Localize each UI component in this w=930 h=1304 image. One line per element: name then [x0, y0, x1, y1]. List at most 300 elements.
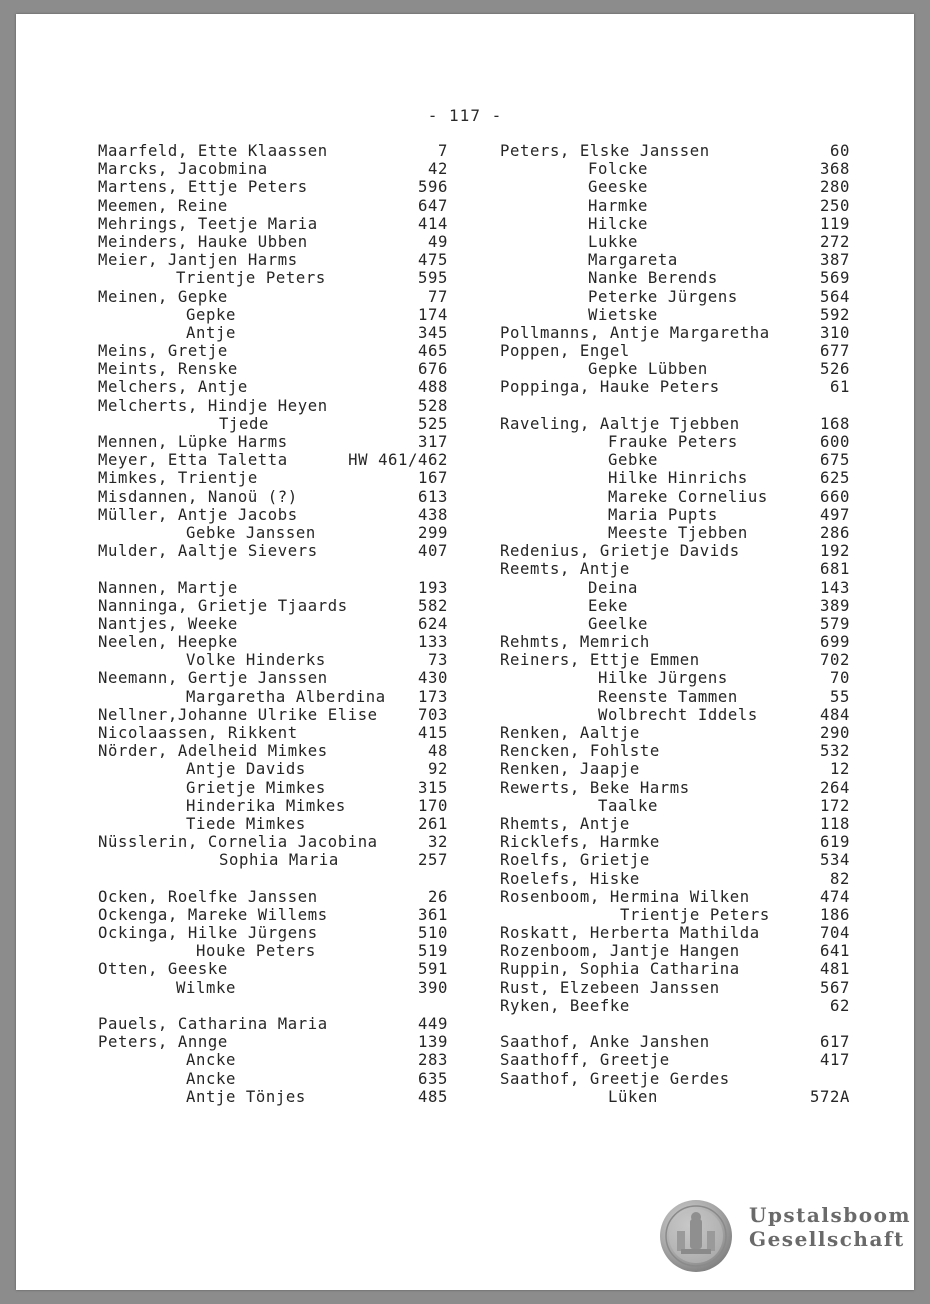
entry-page: 73	[428, 651, 448, 670]
page-number: - 117 -	[427, 106, 503, 125]
entry-page: 310	[820, 323, 850, 342]
entry-page: 485	[418, 1087, 448, 1106]
entry-name: Peterke Jürgens	[588, 287, 738, 306]
entry-page: 299	[418, 523, 448, 542]
entry-name: Gebke Janssen	[186, 523, 316, 542]
entry-page: 635	[418, 1069, 448, 1088]
entry-name: Melcherts, Hindje Heyen	[98, 396, 328, 415]
entry-page: 572A	[810, 1087, 850, 1106]
entry-page: 624	[418, 614, 448, 633]
entry-name: Redenius, Grietje Davids	[500, 542, 740, 561]
entry-page: 272	[820, 232, 850, 251]
entry-name: Mareke Cornelius	[608, 487, 768, 506]
entry-page: 534	[820, 851, 850, 870]
entry-name: Neemann, Gertje Janssen	[98, 669, 328, 688]
spacer	[98, 560, 450, 578]
index-entry	[98, 215, 450, 233]
entry-name: Deina	[588, 578, 638, 597]
entry-name: Pauels, Catharina Maria	[98, 1015, 328, 1033]
entry-page: 528	[418, 396, 448, 415]
index-entry	[500, 1088, 852, 1106]
entry-page: 390	[418, 978, 448, 997]
entry-name: Houke Peters	[196, 942, 316, 961]
entry-page: 567	[820, 978, 850, 997]
entry-page: 77	[428, 287, 448, 306]
entry-page: 290	[820, 724, 850, 742]
entry-name: Maarfeld, Ette Klaassen	[98, 142, 328, 160]
entry-page: 55	[830, 687, 850, 706]
entry-page: 414	[418, 214, 448, 233]
entry-page: 465	[418, 342, 448, 361]
entry-name: Gepke	[186, 305, 236, 324]
index-entry	[500, 706, 852, 724]
index-entry	[98, 378, 450, 396]
index-entry	[500, 542, 852, 560]
entry-name: Rencken, Fohlste	[500, 742, 660, 761]
index-entry	[500, 488, 852, 506]
index-entry	[98, 397, 450, 415]
index-entry	[500, 815, 852, 833]
index-entry	[500, 233, 852, 251]
index-entry	[500, 851, 852, 869]
entry-name: Rewerts, Beke Harms	[500, 778, 690, 797]
entry-name: Melchers, Antje	[98, 378, 248, 397]
entry-page: 617	[820, 1033, 850, 1052]
entry-page: 699	[820, 633, 850, 652]
entry-page: 361	[418, 905, 448, 924]
entry-name: Misdannen, Nanoü (?)	[98, 487, 298, 506]
entry-name: Geelke	[588, 614, 648, 633]
entry-page: 192	[820, 542, 850, 561]
entry-name: Rehmts, Memrich	[500, 633, 650, 652]
entry-page: 519	[418, 942, 448, 961]
entry-page: 82	[830, 869, 850, 888]
index-entry	[500, 833, 852, 851]
index-entry	[98, 742, 450, 760]
index-entry	[98, 669, 450, 687]
entry-name: Meins, Gretje	[98, 342, 228, 361]
entry-name: Wolbrecht Iddels	[598, 705, 758, 724]
entry-page: 704	[820, 924, 850, 943]
entry-name: Maria Pupts	[608, 505, 718, 524]
spacer	[98, 997, 450, 1015]
index-entry	[98, 1015, 450, 1033]
entry-name: Wietske	[588, 305, 658, 324]
index-entry	[500, 960, 852, 978]
entry-page: 484	[820, 705, 850, 724]
entry-page: 42	[428, 160, 448, 179]
watermark	[656, 1197, 912, 1277]
entry-page: 345	[418, 323, 448, 342]
entry-name: Tjede	[219, 414, 269, 433]
entry-name: Ocken, Roelfke Janssen	[98, 887, 318, 906]
index-entry	[98, 197, 450, 215]
entry-page: 286	[820, 523, 850, 542]
index-entry	[500, 451, 852, 469]
entry-page: 170	[418, 796, 448, 815]
entry-page: 481	[820, 960, 850, 979]
index-entry	[98, 342, 450, 360]
index-entry	[500, 669, 852, 687]
entry-page: 280	[820, 178, 850, 197]
entry-page: 592	[820, 305, 850, 324]
index-entry	[500, 651, 852, 669]
entry-name: Nellner,Johanne Ulrike Elise	[98, 705, 378, 724]
index-entry	[500, 597, 852, 615]
index-entry	[98, 1070, 450, 1088]
entry-name: Poppinga, Hauke Peters	[500, 378, 720, 397]
index-entry	[500, 288, 852, 306]
entry-page: 12	[830, 760, 850, 779]
entry-name: Margaretha Alberdina	[186, 687, 386, 706]
entry-name: Peters, Annge	[98, 1033, 228, 1052]
entry-page: 532	[820, 742, 850, 761]
entry-page: 647	[418, 196, 448, 215]
entry-page: 569	[820, 269, 850, 288]
entry-name: Nanke Berends	[588, 269, 718, 288]
index-entry	[98, 524, 450, 542]
entry-page: 168	[820, 414, 850, 433]
entry-page: 193	[418, 578, 448, 597]
entry-name: Saathof, Greetje Gerdes	[500, 1069, 730, 1088]
entry-page: 660	[820, 487, 850, 506]
entry-page: 525	[418, 414, 448, 433]
index-entry	[98, 797, 450, 815]
entry-name: Saathoff, Greetje	[500, 1051, 670, 1070]
index-entry	[500, 924, 852, 942]
entry-page: 619	[820, 833, 850, 852]
entry-page: 438	[418, 505, 448, 524]
entry-page: 430	[418, 669, 448, 688]
index-entry	[98, 851, 450, 869]
entry-page: 625	[820, 469, 850, 488]
entry-name: Gebke	[608, 451, 658, 470]
entry-page: 250	[820, 196, 850, 215]
entry-name: Harmke	[588, 196, 648, 215]
entry-name: Mulder, Aaltje Sievers	[98, 542, 318, 561]
index-entry	[500, 633, 852, 651]
index-entry	[98, 706, 450, 724]
entry-page: 596	[418, 178, 448, 197]
entry-name: Raveling, Aaltje Tjebben	[500, 414, 740, 433]
entry-name: Ancke	[186, 1051, 236, 1070]
entry-page: 26	[428, 887, 448, 906]
entry-page: 475	[418, 251, 448, 270]
entry-name: Ruppin, Sophia Catharina	[500, 960, 740, 979]
entry-name: Poppen, Engel	[500, 342, 630, 361]
index-entry	[500, 1033, 852, 1051]
entry-page: 675	[820, 451, 850, 470]
index-entry	[500, 888, 852, 906]
entry-name: Pollmanns, Antje Margaretha	[500, 323, 770, 342]
entry-name: Reenste Tammen	[598, 687, 738, 706]
entry-name: Ockenga, Mareke Willems	[98, 905, 328, 924]
index-entry	[500, 524, 852, 542]
entry-page: 417	[820, 1051, 850, 1070]
index-entry	[500, 797, 852, 815]
entry-name: Saathof, Anke Janshen	[500, 1033, 710, 1052]
index-entry	[98, 269, 450, 287]
index-entry	[98, 306, 450, 324]
seal-icon	[659, 1199, 733, 1273]
index-entry	[98, 324, 450, 342]
entry-page: 595	[418, 269, 448, 288]
index-entry	[500, 760, 852, 778]
entry-page: 526	[820, 360, 850, 379]
entry-name: Meier, Jantjen Harms	[98, 251, 298, 270]
entry-name: Müller, Antje Jacobs	[98, 505, 298, 524]
spacer	[98, 870, 450, 888]
index-entry	[98, 815, 450, 833]
entry-page: 7	[438, 142, 448, 160]
index-entry	[500, 506, 852, 524]
entry-page: 139	[418, 1033, 448, 1052]
entry-name: Volke Hinderks	[186, 651, 326, 670]
entry-name: Eeke	[588, 596, 628, 615]
index-entry	[500, 378, 852, 396]
index-entry	[98, 833, 450, 851]
entry-page: 167	[418, 469, 448, 488]
entry-name: Trientje Peters	[176, 269, 326, 288]
entry-name: Taalke	[598, 796, 658, 815]
index-entry	[98, 651, 450, 669]
index-column-left	[98, 142, 450, 1106]
entry-name: Reiners, Ettje Emmen	[500, 651, 700, 670]
entry-name: Ancke	[186, 1069, 236, 1088]
index-entry	[500, 1070, 852, 1088]
index-entry	[500, 579, 852, 597]
index-entry	[500, 342, 852, 360]
index-entry	[98, 433, 450, 451]
entry-name: Meinders, Hauke Ubben	[98, 232, 308, 251]
index-entry	[500, 142, 852, 160]
index-entry	[98, 233, 450, 251]
entry-name: Neelen, Heepke	[98, 633, 238, 652]
entry-name: Reemts, Antje	[500, 560, 630, 579]
index-entry	[500, 215, 852, 233]
index-entry	[98, 1033, 450, 1051]
entry-name: Nantjes, Weeke	[98, 614, 238, 633]
entry-name: Nicolaassen, Rikkent	[98, 724, 298, 742]
index-entry	[98, 633, 450, 651]
entry-page: 60	[830, 142, 850, 160]
entry-name: Renken, Jaapje	[500, 760, 640, 779]
entry-page: 32	[428, 833, 448, 852]
entry-name: Sophia Maria	[219, 851, 339, 870]
index-entry	[98, 469, 450, 487]
entry-page: 407	[418, 542, 448, 561]
entry-page: 119	[820, 214, 850, 233]
entry-page: 48	[428, 742, 448, 761]
index-entry	[500, 742, 852, 760]
index-entry	[98, 615, 450, 633]
index-entry	[98, 1088, 450, 1106]
entry-name: Meints, Renske	[98, 360, 238, 379]
index-entry	[500, 979, 852, 997]
index-entry	[98, 288, 450, 306]
entry-name: Roelfs, Grietje	[500, 851, 650, 870]
entry-page: 172	[820, 796, 850, 815]
entry-page: 582	[418, 596, 448, 615]
index-entry	[500, 324, 852, 342]
entry-name: Mimkes, Trientje	[98, 469, 258, 488]
entry-page: 315	[418, 778, 448, 797]
entry-name: Lukke	[588, 232, 638, 251]
index-entry	[500, 178, 852, 196]
entry-name: Rosenboom, Hermina Wilken	[500, 887, 750, 906]
entry-page: 317	[418, 433, 448, 451]
index-entry	[98, 906, 450, 924]
entry-page: 415	[418, 724, 448, 742]
entry-page: 591	[418, 960, 448, 979]
index-entry	[98, 251, 450, 269]
entry-page: 387	[820, 251, 850, 270]
index-entry	[98, 924, 450, 942]
index-entry	[500, 688, 852, 706]
entry-name: Otten, Geeske	[98, 960, 228, 979]
index-entry	[500, 469, 852, 487]
entry-name: Ockinga, Hilke Jürgens	[98, 924, 318, 943]
entry-page: 510	[418, 924, 448, 943]
entry-page: 474	[820, 887, 850, 906]
entry-name: Folcke	[588, 160, 648, 179]
entry-page: 173	[418, 687, 448, 706]
entry-name: Hilcke	[588, 214, 648, 233]
index-entry	[98, 360, 450, 378]
entry-name: Antje	[186, 323, 236, 342]
entry-page: 641	[820, 942, 850, 961]
document-page	[16, 14, 914, 1290]
entry-page: 186	[820, 905, 850, 924]
index-entry	[98, 942, 450, 960]
entry-name: Rozenboom, Jantje Hangen	[500, 942, 740, 961]
entry-name: Meeste Tjebben	[608, 523, 748, 542]
entry-name: Antje Tönjes	[186, 1087, 306, 1106]
index-entry	[98, 1051, 450, 1069]
entry-page: 389	[820, 596, 850, 615]
index-entry	[98, 451, 450, 469]
entry-page: 174	[418, 305, 448, 324]
entry-name: Meyer, Etta Taletta	[98, 451, 288, 470]
society-name-line-1: Upstalsboom	[749, 1203, 912, 1227]
entry-page: 488	[418, 378, 448, 397]
index-entry	[98, 488, 450, 506]
entry-name: Geeske	[588, 178, 648, 197]
index-entry	[500, 615, 852, 633]
entry-name: Nannen, Martje	[98, 578, 238, 597]
entry-name: Nüsslerin, Cornelia Jacobina	[98, 833, 378, 852]
index-entry	[500, 433, 852, 451]
entry-name: Meemen, Reine	[98, 196, 228, 215]
index-entry	[500, 724, 852, 742]
entry-name: Trientje Peters	[620, 905, 770, 924]
index-entry	[500, 779, 852, 797]
entry-name: Tiede Mimkes	[186, 814, 306, 833]
index-entry	[500, 942, 852, 960]
index-entry	[98, 506, 450, 524]
entry-page: 613	[418, 487, 448, 506]
entry-page: 676	[418, 360, 448, 379]
entry-name: Mennen, Lüpke Harms	[98, 433, 288, 451]
index-entry	[98, 160, 450, 178]
entry-page: HW 461/462	[348, 451, 448, 470]
index-entry	[500, 306, 852, 324]
index-entry	[500, 415, 852, 433]
index-entry	[98, 760, 450, 778]
index-entry	[500, 160, 852, 178]
entry-page: 62	[830, 996, 850, 1015]
entry-name: Marcks, Jacobmina	[98, 160, 268, 179]
entry-name: Roskatt, Herberta Mathilda	[500, 924, 760, 943]
index-entry	[98, 579, 450, 597]
entry-name: Nanninga, Grietje Tjaards	[98, 596, 348, 615]
index-entry	[500, 1051, 852, 1069]
entry-name: Gepke Lübben	[588, 360, 708, 379]
index-entry	[98, 724, 450, 742]
spacer	[500, 1015, 852, 1033]
index-entry	[500, 197, 852, 215]
index-entry	[500, 560, 852, 578]
entry-name: Grietje Mimkes	[186, 778, 326, 797]
entry-page: 257	[418, 851, 448, 870]
society-name-line-2: Gesellschaft	[749, 1227, 905, 1251]
entry-page: 497	[820, 505, 850, 524]
entry-name: Peters, Elske Janssen	[500, 142, 710, 160]
entry-name: Rhemts, Antje	[500, 814, 630, 833]
entry-page: 368	[820, 160, 850, 179]
entry-name: Frauke Peters	[608, 433, 738, 451]
index-entry	[98, 415, 450, 433]
entry-name: Lüken	[608, 1087, 658, 1106]
entry-name: Antje Davids	[186, 760, 306, 779]
entry-page: 92	[428, 760, 448, 779]
index-column-right	[500, 142, 852, 1106]
entry-name: Hilke Jürgens	[598, 669, 728, 688]
entry-page: 264	[820, 778, 850, 797]
index-entry	[500, 269, 852, 287]
entry-name: Nörder, Adelheid Mimkes	[98, 742, 328, 761]
entry-page: 681	[820, 560, 850, 579]
index-entry	[500, 251, 852, 269]
index-entry	[98, 888, 450, 906]
entry-page: 564	[820, 287, 850, 306]
entry-name: Meinen, Gepke	[98, 287, 228, 306]
entry-name: Ryken, Beefke	[500, 996, 630, 1015]
entry-name: Roelefs, Hiske	[500, 869, 640, 888]
entry-name: Mehrings, Teetje Maria	[98, 214, 318, 233]
index-entry	[98, 960, 450, 978]
entry-name: Martens, Ettje Peters	[98, 178, 308, 197]
index-entry	[98, 688, 450, 706]
entry-name: Hinderika Mimkes	[186, 796, 346, 815]
index-entry	[98, 779, 450, 797]
entry-page: 70	[830, 669, 850, 688]
entry-name: Wilmke	[176, 978, 236, 997]
entry-name: Hilke Hinrichs	[608, 469, 748, 488]
entry-page: 118	[820, 814, 850, 833]
entry-name: Ricklefs, Harmke	[500, 833, 660, 852]
index-entry	[98, 142, 450, 160]
index-entry	[500, 360, 852, 378]
entry-page: 579	[820, 614, 850, 633]
entry-page: 449	[418, 1015, 448, 1033]
spacer	[500, 397, 852, 415]
entry-page: 143	[820, 578, 850, 597]
entry-page: 133	[418, 633, 448, 652]
index-entry	[98, 597, 450, 615]
entry-page: 283	[418, 1051, 448, 1070]
entry-page: 49	[428, 232, 448, 251]
